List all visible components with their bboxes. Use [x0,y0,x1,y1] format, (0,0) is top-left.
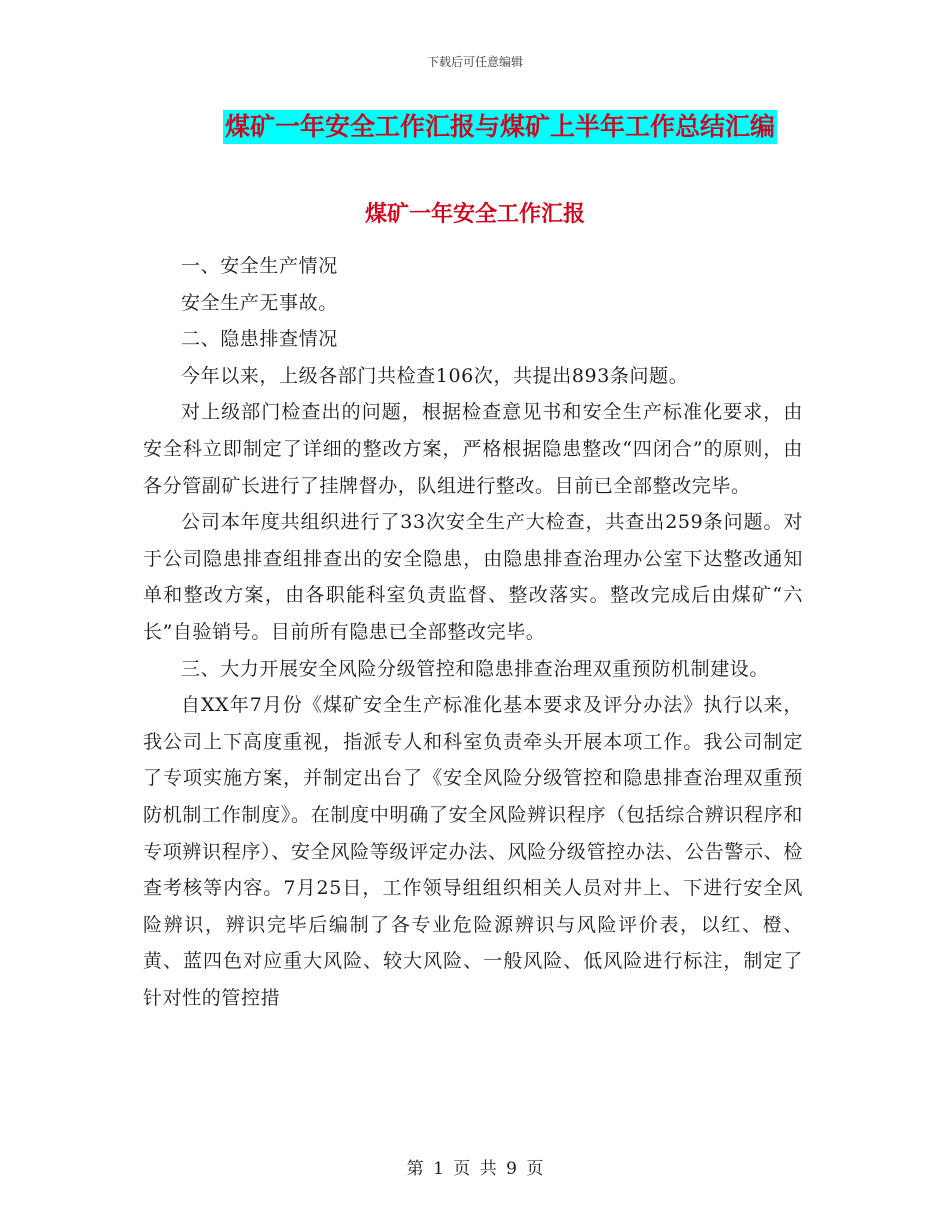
paragraph-heading-3: 三、大力开展安全风险分级管控和隐患排查治理双重预防机制建设。 [181,657,770,680]
paragraph: 安全生产无事故。 [181,291,338,314]
paragraph: 今年以来，上级各部门共检查106次，共提出893条问题。 [181,364,689,387]
section-title: 煤矿一年安全工作汇报 [364,202,585,227]
paragraph-heading-2: 二、隐患排查情况 [181,328,338,351]
document-title: 煤矿一年安全工作汇报与煤矿上半年工作总结汇编 [223,110,777,144]
body-text [143,248,803,1016]
paragraph-heading-1: 一、安全生产情况 [181,255,338,277]
header-note: 下载后可任意编辑 [426,55,523,69]
paragraph: 自XX年7月份《煤矿安全生产标准化基本要求及评分办法》执行以来，我公司上下高度重视，指派专人和科室负责牵头开展本项工作。我公司制定了专项实施方案，并制定出台了《安全风险分级管控和隐患排查治理双重预防机制工作制度》。在制度中明确了安全风险辨识程序（包括综合辨识程序和专项辨识程序）、安全风险等级评定办法、风险分级管控办法、公告警示、检查考核等内容。7月25日，工作领导组组织相关人员对井上、下进行安全风险辨识，辨识完毕后编制了各专业危险源辨识与风险评价表，以红、橙、黄、蓝四色对应重大风险、较大风险、一般风险、低风险进行标注，制定了针对性的管控措 [143,694,803,1009]
page-footer: 第 1 页 共 9 页 [406,1159,544,1179]
paragraph: 对上级部门检查出的问题，根据检查意见书和安全生产标准化要求，由安全科立即制定了详细的整改方案，严格根据隐患整改“四闭合”的原则，由各分管副矿长进行了挂牌督办，队组进行整改。目前已全部整改完毕。 [143,401,803,497]
document-title-container [0,110,950,144]
paragraph: 公司本年度共组织进行了33次安全生产大检查，共查出259条问题。对于公司隐患排查组排查出的安全隐患，由隐患排查治理办公室下达整改通知单和整改方案，由各职能科室负责监督、整改落实。整改完成后由煤矿“六长”自验销号。目前所有隐患已全部整改完毕。 [143,511,803,643]
